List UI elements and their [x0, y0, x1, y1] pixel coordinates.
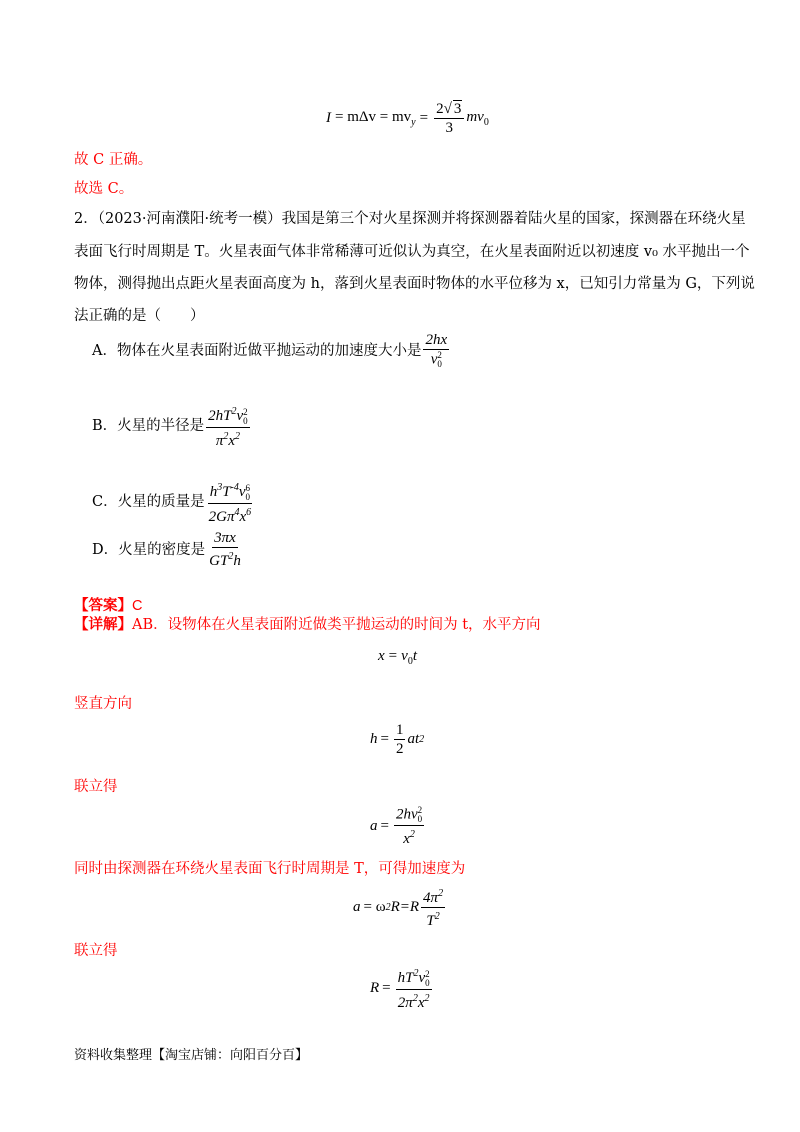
footer-text: 资料收集整理【淘宝店铺：向阳百分百】: [74, 1048, 309, 1063]
stem-line-2: 表面飞行时周期是 T。火星表面气体非常稀薄可近似认为真空，在火星表面附近以初速度 v₀ 水平抛出一个: [74, 244, 750, 260]
equation-vertical: h = $\frac{1}{2}$ at 2: [370, 722, 425, 757]
option-c-label: C．火星的质量是: [92, 494, 205, 511]
answer-tag: 【答案】: [74, 597, 132, 614]
question-source: （2023·河南濮阳·统考一模）: [97, 211, 282, 227]
option-d-formula: $\frac{3\pi x}{GT^2h}$: [209, 530, 241, 569]
eq-tail: $mv_0$: [466, 108, 489, 128]
eq-sign: =: [419, 109, 429, 126]
option-a-label: A．物体在火星表面附近做平抛运动的加速度大小是: [92, 342, 422, 359]
correct-statement: 故 C 正确。: [74, 152, 153, 168]
coef-fraction: $\frac{2√ 3}{3}$: [434, 101, 464, 136]
explanation-intro: AB．设物体在火星表面附近做类平抛运动的时间为 t，水平方向: [132, 617, 541, 633]
equation-centripetal: a = ω 2 R=R $\frac{4\pi^2}{T^2}$: [353, 888, 444, 929]
option-c-formula: $h^3T^{-4}v$ 6 0 $2G\pi^4x^6$: [208, 482, 252, 525]
option-d-label: D．火星的密度是: [92, 541, 206, 558]
option-b[interactable]: [92, 404, 252, 449]
explanation-tag: 【详解】: [74, 616, 132, 633]
eq-lhs: I: [326, 109, 331, 126]
option-c[interactable]: [92, 480, 255, 525]
stem-line-1: 我国是第三个对火星探测并将探测器着陆火星的国家，探测器在环绕火星: [281, 211, 746, 227]
question-number: 2．: [74, 211, 98, 227]
question-line-1: [74, 205, 746, 233]
explanation-intro-line: [74, 611, 541, 639]
combine-label-1: 联立得: [74, 779, 118, 795]
option-d[interactable]: [92, 530, 245, 569]
impulse-equation: [326, 96, 489, 140]
vertical-direction-label: 竖直方向: [74, 696, 132, 712]
choose-statement: 故选 C。: [74, 181, 134, 197]
equation-horizontal: $x = v_0t$: [378, 648, 417, 667]
equation-radius: R = $hT^2v$ 2 0 $2\pi^2x^2$: [370, 968, 430, 1011]
period-statement: 同时由探测器在环绕火星表面飞行时周期是 T，可得加速度为: [74, 861, 466, 877]
equation-acceleration: a = 2hv 2 0 $x^2$: [370, 805, 423, 847]
eq-mid: = $m\Delta v = mv_y$: [335, 108, 416, 128]
option-b-formula: $2hT^2v$ 2 0 $\pi^2x^2$: [208, 406, 248, 449]
option-a-formula: 2hx v 2 0: [425, 332, 448, 369]
stem-line-3: 物体，测得抛出点距火星表面高度为 h，落到火星表面时物体的水平位移为 x，已知引力常量为 G，下列说: [74, 276, 755, 292]
answer-value: C: [132, 598, 143, 614]
stem-line-4: 法正确的是（ ）: [74, 308, 205, 324]
combine-label-2: 联立得: [74, 943, 118, 959]
option-b-label: B．火星的半径是: [92, 418, 205, 435]
option-a[interactable]: [92, 332, 451, 369]
